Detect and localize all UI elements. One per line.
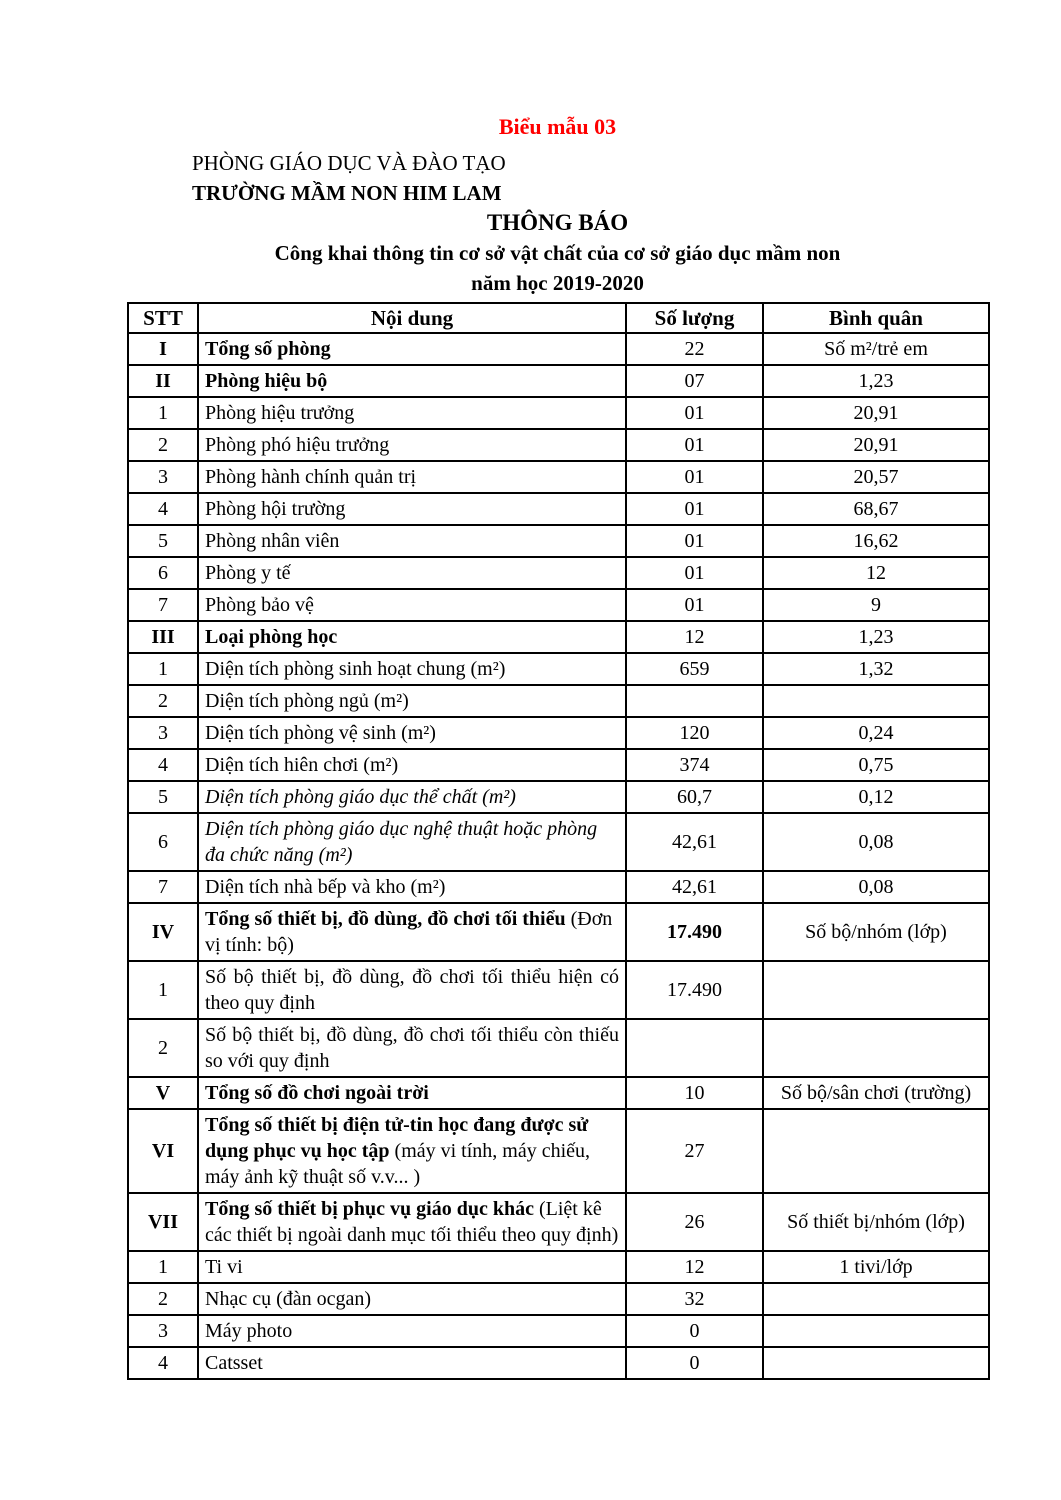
row-label: Phòng hội trường (205, 498, 346, 520)
row-stt: 4 (128, 493, 198, 525)
row-stt: 2 (128, 1283, 198, 1315)
row-stt: 3 (128, 717, 198, 749)
row-stt: IV (128, 903, 198, 961)
row-stt: 7 (128, 871, 198, 903)
row-label: Máy photo (205, 1320, 293, 1342)
row-stt: 1 (128, 653, 198, 685)
row-quantity: 374 (626, 749, 763, 781)
row-content-cell (198, 525, 626, 557)
row-stt: 2 (128, 685, 198, 717)
document-page (127, 0, 988, 1380)
row-average (763, 1019, 989, 1077)
table-row (128, 781, 989, 813)
row-average: Số thiết bị/nhóm (lớp) (763, 1193, 989, 1251)
row-stt: 6 (128, 813, 198, 871)
table-row (128, 653, 989, 685)
row-label: Phòng nhân viên (205, 530, 340, 552)
row-quantity: 01 (626, 461, 763, 493)
row-average: Số bộ/nhóm (lớp) (763, 903, 989, 961)
row-label: Diện tích phòng giáo dục thể chất (m²) (205, 786, 516, 808)
row-label: Tổng số thiết bị điện tử-tin học đang được sử dụng phục vụ học tập (205, 1114, 589, 1162)
row-stt: 4 (128, 749, 198, 781)
table-row (128, 749, 989, 781)
row-stt: 7 (128, 589, 198, 621)
row-stt: II (128, 365, 198, 397)
table-row (128, 871, 989, 903)
row-label: Tổng số đồ chơi ngoài trời (205, 1082, 429, 1104)
row-content-cell (198, 717, 626, 749)
row-label: Diện tích phòng giáo dục nghệ thuật hoặc phòng đa chức năng (m²) (205, 818, 598, 866)
row-stt: 1 (128, 1251, 198, 1283)
row-stt: 5 (128, 781, 198, 813)
department-name: PHÒNG GIÁO DỤC VÀ ĐÀO TẠO (192, 151, 506, 175)
row-content-cell (198, 365, 626, 397)
row-average: 16,62 (763, 525, 989, 557)
row-average: 1,23 (763, 365, 989, 397)
row-quantity: 01 (626, 525, 763, 557)
col-header-stt: STT (128, 303, 198, 333)
school-name: TRƯỜNG MẦM NON HIM LAM (192, 181, 502, 205)
row-content-cell (198, 813, 626, 871)
row-content-cell (198, 961, 626, 1019)
table-row (128, 685, 989, 717)
row-content-cell (198, 493, 626, 525)
row-label: Tổng số thiết bị phục vụ giáo dục khác (205, 1198, 534, 1220)
table-row (128, 1251, 989, 1283)
row-label: Diện tích phòng vệ sinh (m²) (205, 722, 436, 744)
notice-title: THÔNG BÁO (486, 210, 629, 235)
row-content-cell (198, 557, 626, 589)
row-quantity: 07 (626, 365, 763, 397)
row-quantity: 0 (626, 1315, 763, 1347)
row-stt: 5 (128, 525, 198, 557)
table-row (128, 557, 989, 589)
row-average (763, 1109, 989, 1193)
row-average (763, 1315, 989, 1347)
document-header (127, 112, 988, 298)
row-quantity: 32 (626, 1283, 763, 1315)
row-quantity: 659 (626, 653, 763, 685)
row-stt: VII (128, 1193, 198, 1251)
row-label: Phòng y tế (205, 562, 291, 584)
row-quantity: 17.490 (626, 903, 763, 961)
row-average: 12 (763, 557, 989, 589)
table-row (128, 461, 989, 493)
row-content-cell (198, 1315, 626, 1347)
row-average (763, 685, 989, 717)
table-row (128, 365, 989, 397)
row-stt: I (128, 333, 198, 365)
row-average: 20,57 (763, 461, 989, 493)
row-average: 9 (763, 589, 989, 621)
table-row (128, 1347, 989, 1379)
row-stt: 2 (128, 1019, 198, 1077)
row-note: (Liệt kê các thiết bị ngoài danh mục tối thiểu theo quy định) (205, 1198, 619, 1246)
table-row (128, 1077, 989, 1109)
row-stt: 3 (128, 461, 198, 493)
table-body (128, 333, 989, 1379)
table-row (128, 589, 989, 621)
row-quantity: 10 (626, 1077, 763, 1109)
row-stt: III (128, 621, 198, 653)
row-content-cell (198, 461, 626, 493)
table-row (128, 1315, 989, 1347)
row-label: Phòng hành chính quản trị (205, 466, 417, 488)
row-average: 68,67 (763, 493, 989, 525)
row-content-cell (198, 1347, 626, 1379)
row-average: 20,91 (763, 397, 989, 429)
row-stt: 6 (128, 557, 198, 589)
row-label: Diện tích nhà bếp và kho (m²) (205, 876, 446, 898)
row-content-cell (198, 1077, 626, 1109)
table-row (128, 397, 989, 429)
row-content-cell (198, 903, 626, 961)
row-content-cell (198, 653, 626, 685)
row-quantity: 12 (626, 621, 763, 653)
row-quantity: 42,61 (626, 871, 763, 903)
table-row (128, 717, 989, 749)
row-quantity (626, 685, 763, 717)
row-label: Diện tích phòng ngủ (m²) (205, 690, 409, 712)
row-content-cell (198, 749, 626, 781)
row-content-cell (198, 397, 626, 429)
row-label: Nhạc cụ (đàn ocgan) (205, 1288, 372, 1310)
row-quantity: 120 (626, 717, 763, 749)
table-row (128, 813, 989, 871)
row-label: Phòng phó hiệu trưởng (205, 434, 390, 456)
row-label: Số bộ thiết bị, đồ dùng, đồ chơi tối thiểu hiện có theo quy định (205, 966, 619, 1014)
row-label: Tổng số phòng (205, 338, 331, 360)
table-row (128, 621, 989, 653)
row-quantity: 01 (626, 397, 763, 429)
row-average: 0,24 (763, 717, 989, 749)
row-stt: VI (128, 1109, 198, 1193)
row-stt: 4 (128, 1347, 198, 1379)
col-header-average: Bình quân (763, 303, 989, 333)
row-quantity: 27 (626, 1109, 763, 1193)
row-quantity: 0 (626, 1347, 763, 1379)
row-stt: 1 (128, 961, 198, 1019)
row-average: Số m²/trẻ em (763, 333, 989, 365)
row-quantity: 01 (626, 493, 763, 525)
notice-subtitle: Công khai thông tin cơ sở vật chất của cơ sở giáo dục mầm non (274, 241, 841, 265)
row-content-cell (198, 429, 626, 461)
table-row (128, 525, 989, 557)
row-content-cell (198, 781, 626, 813)
row-stt: 2 (128, 429, 198, 461)
row-label: Tổng số thiết bị, đồ dùng, đồ chơi tối thiểu (205, 908, 566, 930)
form-label: Biểu mẫu 03 (498, 114, 617, 139)
row-quantity: 17.490 (626, 961, 763, 1019)
table-row (128, 333, 989, 365)
row-label: Số bộ thiết bị, đồ dùng, đồ chơi tối thiểu còn thiếu so với quy định (205, 1024, 619, 1072)
table-row (128, 429, 989, 461)
row-note: (Đơn vị tính: bộ) (205, 908, 613, 956)
row-label: Catsset (205, 1352, 263, 1374)
row-quantity: 01 (626, 589, 763, 621)
row-average (763, 961, 989, 1019)
table-row (128, 1109, 989, 1193)
row-note: (máy vi tính, máy chiếu, máy ảnh kỹ thuật số v.v... ) (205, 1140, 591, 1188)
row-quantity: 60,7 (626, 781, 763, 813)
row-quantity: 12 (626, 1251, 763, 1283)
row-content-cell (198, 1019, 626, 1077)
row-average (763, 1283, 989, 1315)
row-average: 20,91 (763, 429, 989, 461)
row-quantity: 22 (626, 333, 763, 365)
row-label: Phòng hiệu trưởng (205, 402, 355, 424)
row-quantity: 01 (626, 429, 763, 461)
row-content-cell (198, 685, 626, 717)
row-label: Phòng hiệu bộ (205, 370, 328, 392)
row-label: Phòng bảo vệ (205, 594, 314, 616)
table-header-row (128, 303, 989, 333)
row-average: 0,08 (763, 871, 989, 903)
table-row (128, 1193, 989, 1251)
table-row (128, 903, 989, 961)
school-year: năm học 2019-2020 (471, 271, 644, 295)
row-label: Loại phòng học (205, 626, 338, 648)
row-label: Diện tích phòng sinh hoạt chung (m²) (205, 658, 506, 680)
col-header-quantity: Số lượng (626, 303, 763, 333)
facilities-table (127, 302, 990, 1380)
row-average: 0,08 (763, 813, 989, 871)
row-average: 1 tivi/lớp (763, 1251, 989, 1283)
row-label: Ti vi (205, 1256, 243, 1278)
table-row (128, 1283, 989, 1315)
row-average: 0,12 (763, 781, 989, 813)
row-label: Diện tích hiên chơi (m²) (205, 754, 399, 776)
row-quantity (626, 1019, 763, 1077)
row-average: 1,23 (763, 621, 989, 653)
row-average: 1,32 (763, 653, 989, 685)
row-content-cell (198, 1251, 626, 1283)
row-quantity: 01 (626, 557, 763, 589)
row-quantity: 26 (626, 1193, 763, 1251)
row-quantity: 42,61 (626, 813, 763, 871)
row-stt: V (128, 1077, 198, 1109)
row-content-cell (198, 871, 626, 903)
row-content-cell (198, 1109, 626, 1193)
row-average (763, 1347, 989, 1379)
row-average: Số bộ/sân chơi (trường) (763, 1077, 989, 1109)
table-row (128, 1019, 989, 1077)
row-content-cell (198, 589, 626, 621)
row-content-cell (198, 1283, 626, 1315)
col-header-content: Nội dung (198, 303, 626, 333)
row-content-cell (198, 333, 626, 365)
row-content-cell (198, 621, 626, 653)
row-content-cell (198, 1193, 626, 1251)
row-stt: 3 (128, 1315, 198, 1347)
table-row (128, 493, 989, 525)
row-average: 0,75 (763, 749, 989, 781)
table-row (128, 961, 989, 1019)
row-stt: 1 (128, 397, 198, 429)
